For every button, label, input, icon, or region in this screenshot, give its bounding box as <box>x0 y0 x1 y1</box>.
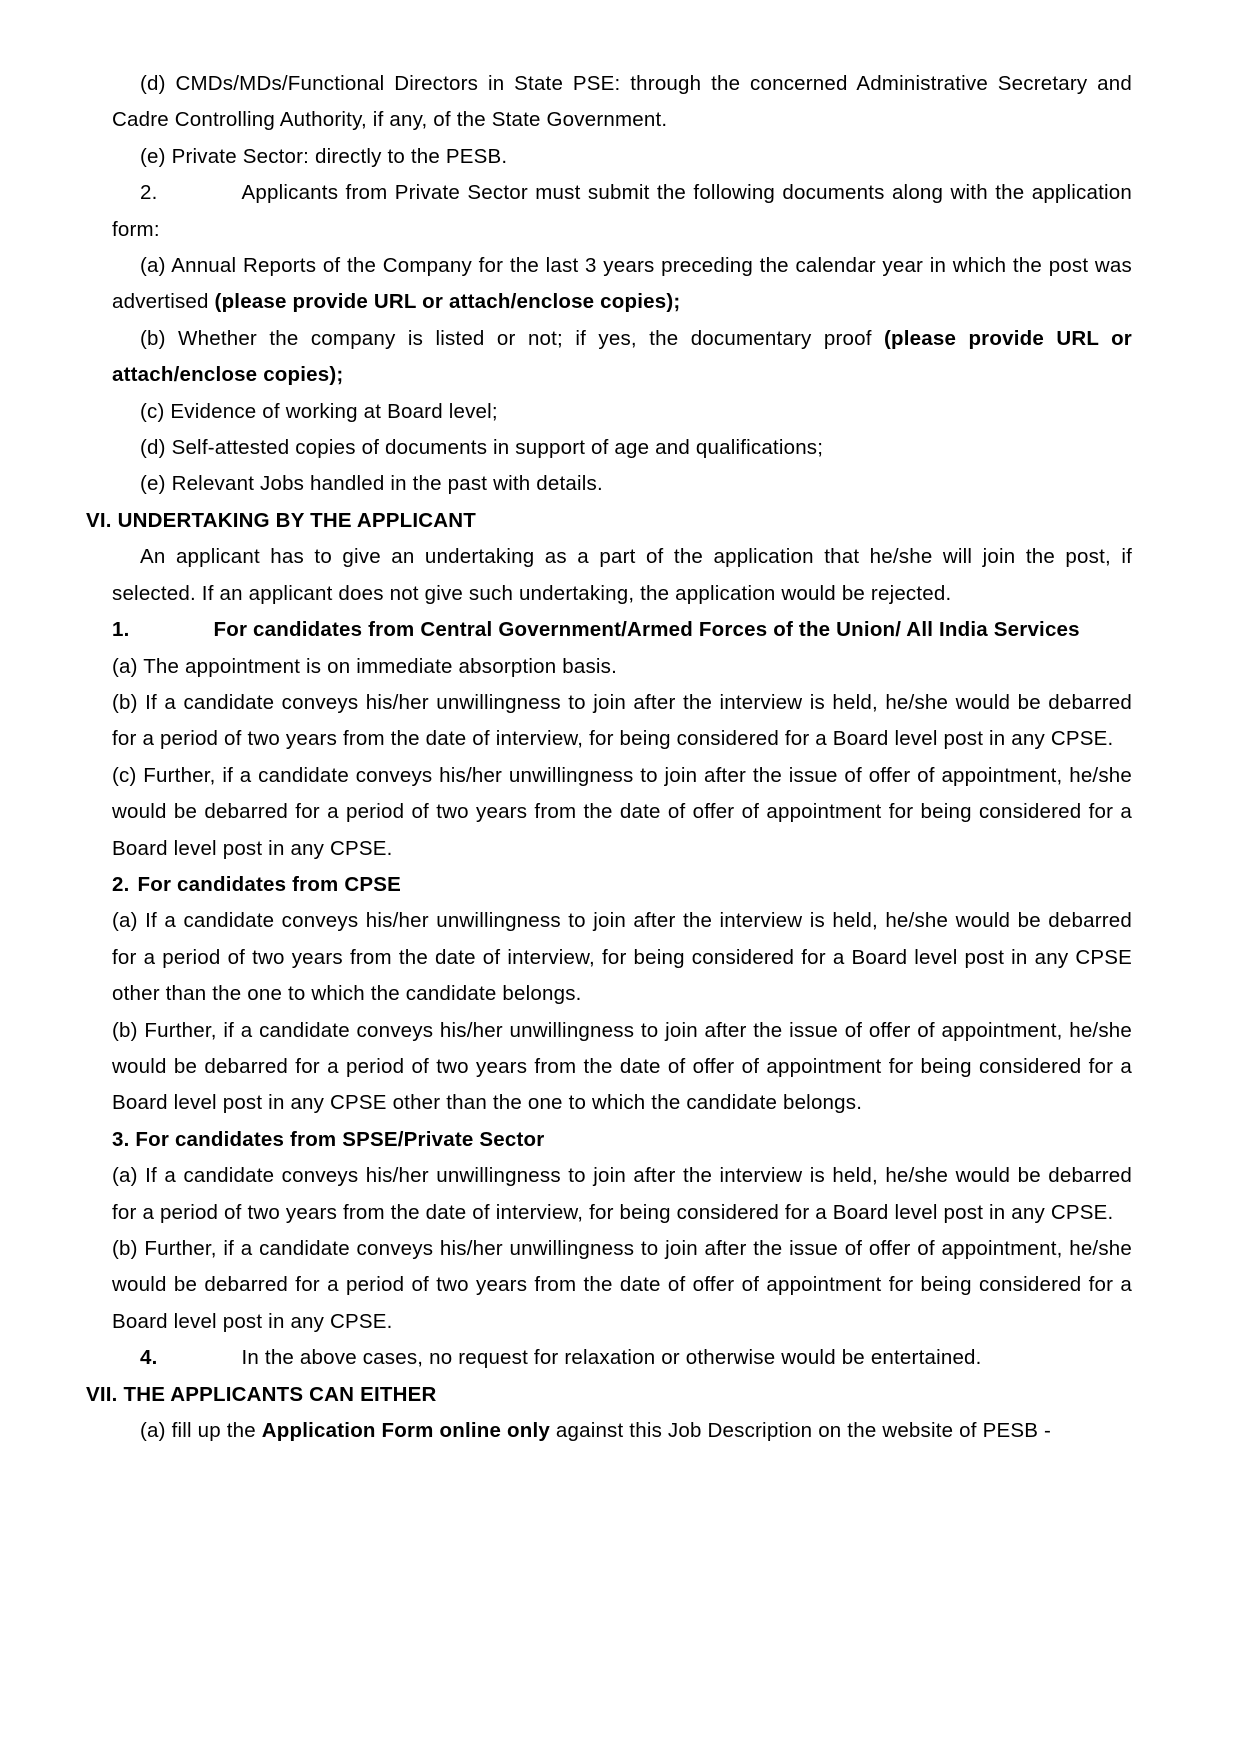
paragraph-item-4-no-relaxation <box>112 1340 1132 1376</box>
vii-a-text-before: (a) fill up the <box>140 1419 262 1443</box>
paragraph-1a-immediate-absorption: (a) The appointment is on immediate absorption basis. <box>112 654 618 678</box>
subheading-item-3-spse-private-sector: 3. For candidates from SPSE/Private Sector <box>112 1127 545 1151</box>
paragraph-1b-unwillingness-after-interview: (b) If a candidate conveys his/her unwillingness to join after the interview is held, he/she would be debarred for a period of two years from the date of interview, for being considered for a Board level post in any CPSE. <box>112 690 1132 751</box>
paragraph-2a-cpse-unwillingness-interview: (a) If a candidate conveys his/her unwillingness to join after the interview is held, he/she would be debarred for a period of two years from the date of interview, for being considered for a Board level post in any CPSE other than the one to which the candidate belongs. <box>112 909 1132 1006</box>
item-2-body: Applicants from Private Sector must submit the following documents along with the application form: <box>112 181 1132 241</box>
annual-reports-text: (a) Annual Reports of the Company for the last 3 years preceding the calendar year in which the post was advertised <box>112 254 1132 314</box>
section-heading-vi: VI. UNDERTAKING BY THE APPLICANT <box>86 508 477 532</box>
company-listed-bold-note: (please provide URL or attach/enclose copies); <box>112 326 1132 387</box>
item-4-text: In the above cases, no request for relaxation or otherwise would be entertained. <box>241 1346 982 1370</box>
paragraph-2b-cpse-unwillingness-offer: (b) Further, if a candidate conveys his/her unwillingness to join after the issue of offer of appointment, he/she would be debarred for a period of two years from the date of offer of appointment for being considered for a Board level post in any CPSE other than the one to which the candidate belongs. <box>112 1018 1132 1115</box>
document-body <box>86 66 1132 1449</box>
paragraph-d-self-attested-copies: (d) Self-attested copies of documents in support of age and qualifications; <box>140 436 824 460</box>
application-form-online-only-bold: Application Form online only <box>261 1419 550 1443</box>
paragraph-vii-a-application-form <box>112 1413 1132 1449</box>
paragraph-b-company-listed <box>112 321 1132 394</box>
paragraph-d-state-pse: (d) CMDs/MDs/Functional Directors in State PSE: through the concerned Administrative Secretary and Cadre Controlling Authority, if any, of the State Government. <box>112 72 1132 132</box>
vii-a-text-after: against this Job Description on the website of PESB - <box>549 1419 1052 1443</box>
paragraph-c-evidence-board-level: (c) Evidence of working at Board level; <box>140 399 498 423</box>
paragraph-e-private-sector: (e) Private Sector: directly to the PESB. <box>140 144 508 168</box>
section-heading-vii: VII. THE APPLICANTS CAN EITHER <box>86 1382 437 1406</box>
subheading-item-1-central-government <box>112 612 1132 648</box>
annual-reports-bold-note: (please provide URL or attach/enclose copies); <box>214 290 681 314</box>
item-4-number: 4. <box>140 1346 158 1370</box>
item-1-number: 1. <box>112 618 130 642</box>
paragraph-a-annual-reports <box>112 248 1132 321</box>
paragraph-undertaking-intro: An applicant has to give an undertaking as a part of the application that he/she will join the post, if selected. If an applicant does not give such undertaking, the application would be rejected. <box>112 545 1132 605</box>
paragraph-1c-unwillingness-after-offer: (c) Further, if a candidate conveys his/her unwillingness to join after the issue of offer of appointment, he/she would be debarred for a period of two years from the date of offer of appointment for being considered for a Board level post in any CPSE. <box>112 763 1132 860</box>
item-2-heading-number: 2. <box>112 872 130 896</box>
item-1-heading-text: For candidates from Central Government/Armed Forces of the Union/ All India Services <box>213 618 1080 642</box>
paragraph-3b-spse-unwillingness-offer: (b) Further, if a candidate conveys his/her unwillingness to join after the issue of offer of appointment, he/she would be debarred for a period of two years from the date of offer of appointment for being considered for a Board level post in any CPSE. <box>112 1237 1132 1333</box>
paragraph-item-2-private-sector-docs <box>112 175 1132 248</box>
item-2-heading-text: For candidates from CPSE <box>137 872 402 896</box>
subheading-item-2-cpse <box>112 867 1132 903</box>
paragraph-3a-spse-unwillingness-interview: (a) If a candidate conveys his/her unwillingness to join after the interview is held, he/she would be debarred for a period of two years from the date of interview, for being considered for a Board level post in any CPSE. <box>112 1164 1132 1224</box>
company-listed-text: (b) Whether the company is listed or not; if yes, the documentary proof <box>140 326 884 350</box>
paragraph-e-relevant-jobs: (e) Relevant Jobs handled in the past with details. <box>140 472 603 496</box>
item-2-number: 2. <box>140 181 158 205</box>
